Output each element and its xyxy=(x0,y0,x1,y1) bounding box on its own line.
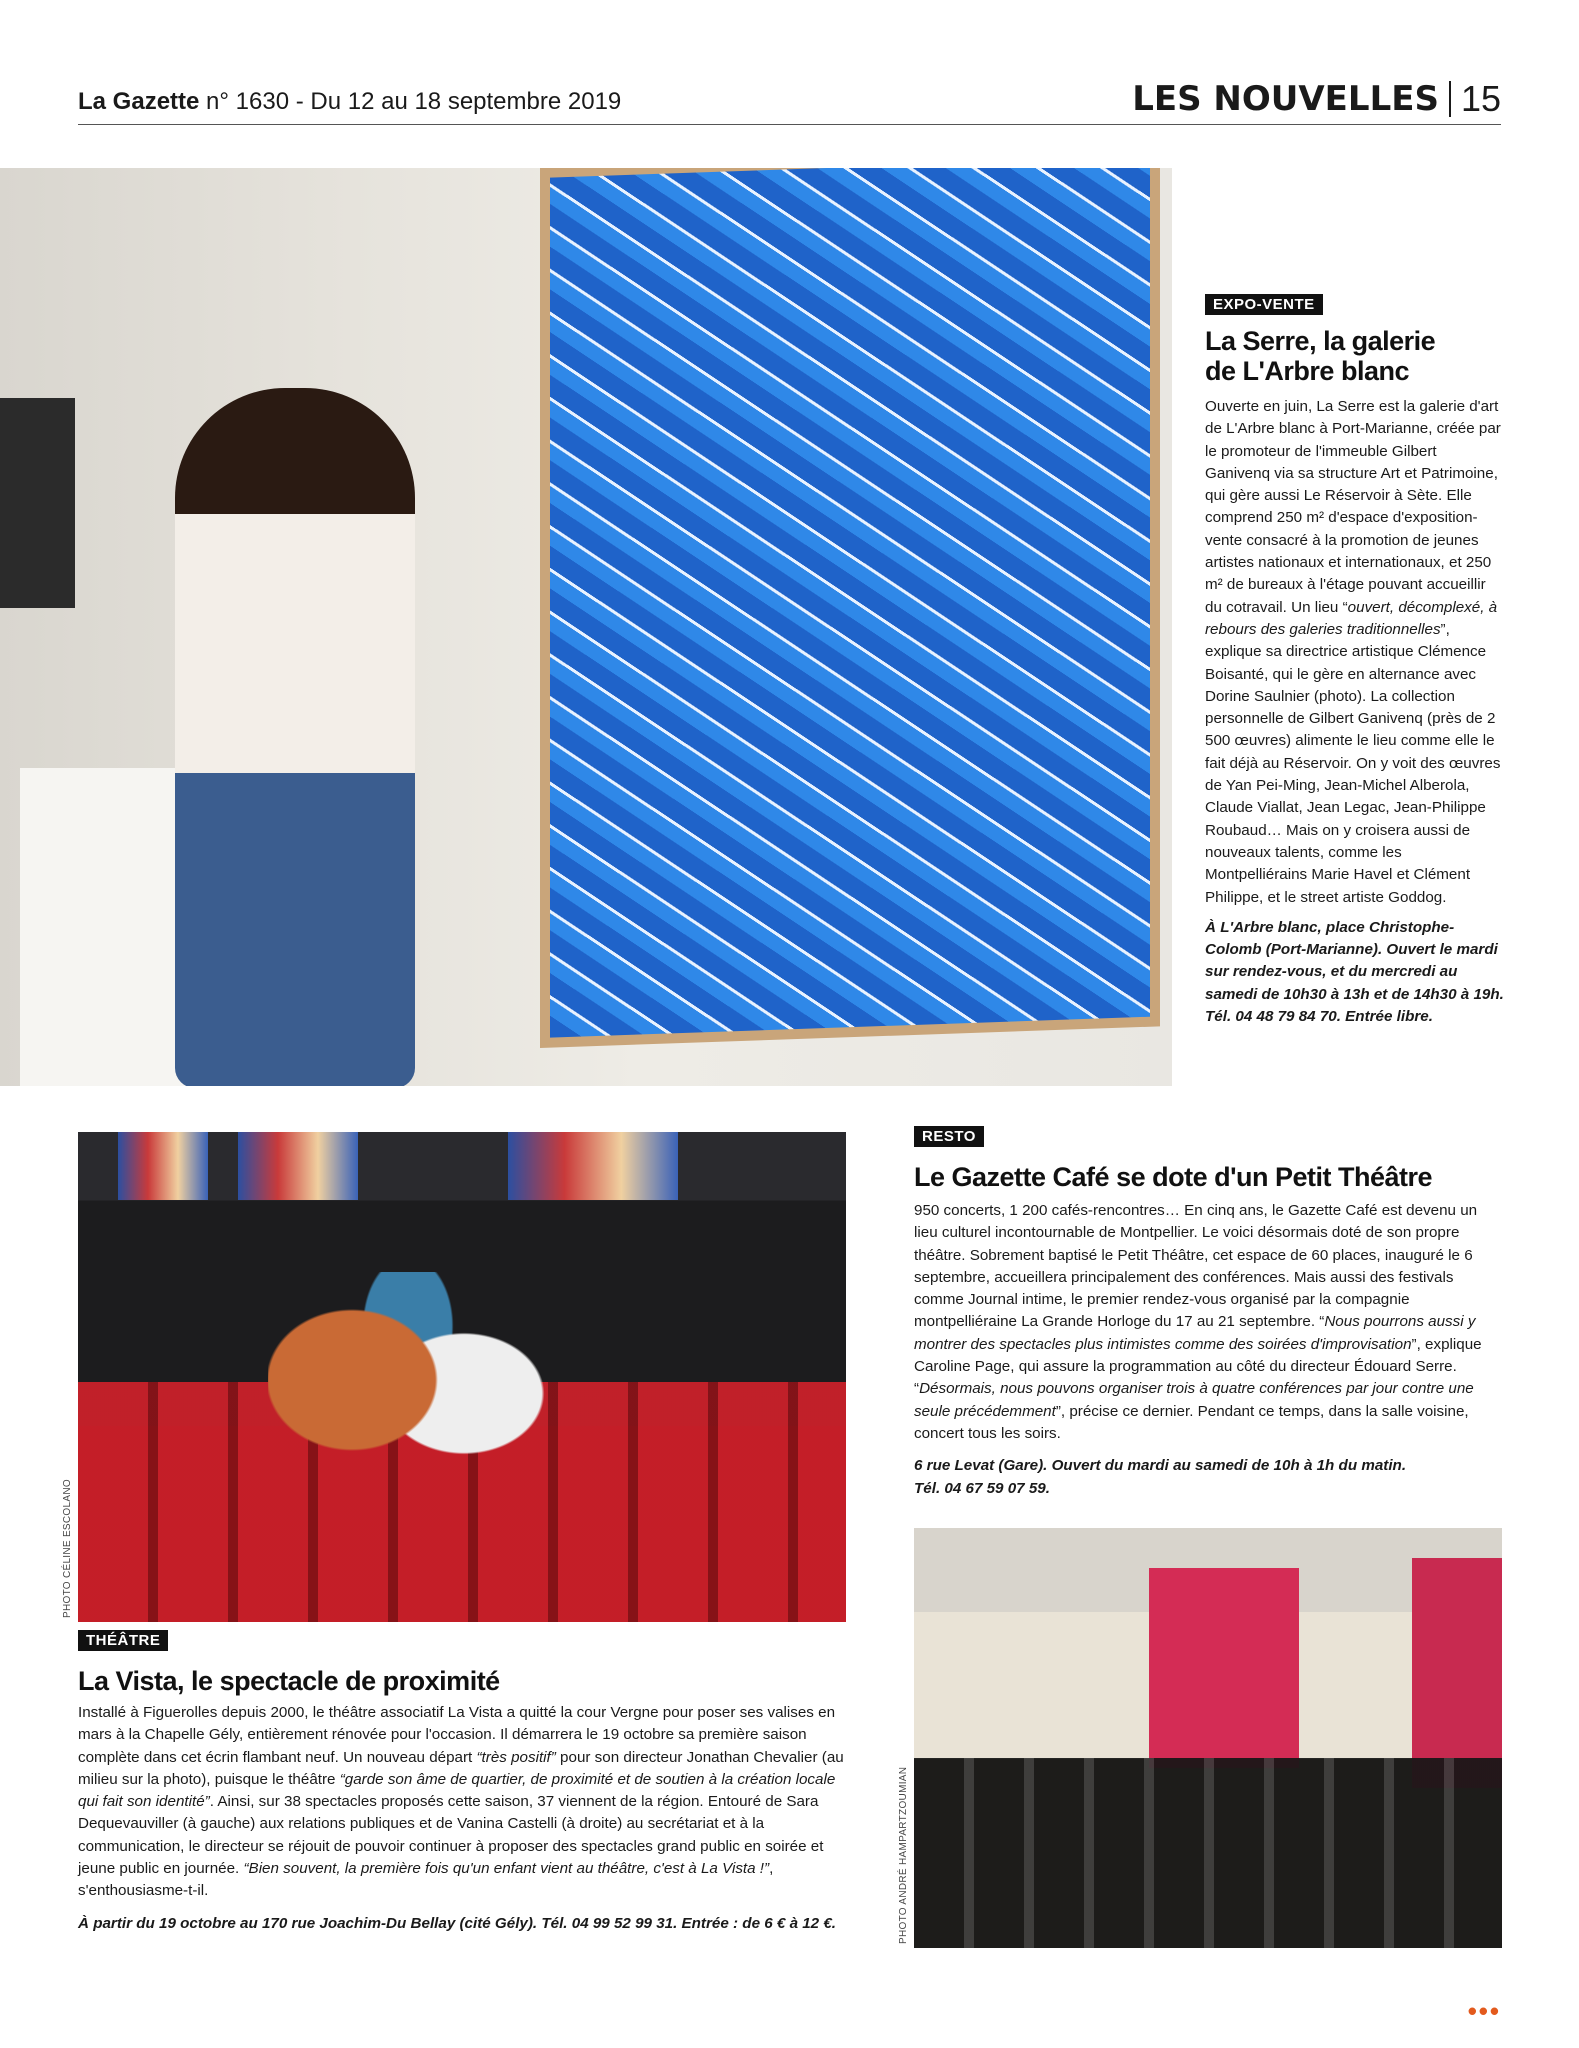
stage-curtain xyxy=(1149,1568,1299,1768)
wall-frame xyxy=(0,398,75,608)
page-number: 15 xyxy=(1460,78,1501,119)
info-line: Tél. 04 67 59 07 59. xyxy=(914,1479,1050,1497)
stained-window xyxy=(118,1132,208,1200)
continue-mark: ••• xyxy=(1467,1996,1501,2026)
body-text: ”, explique sa directrice artistique Clémence Boisanté, qui le gère en alternance avec Dorine Saulnier (photo). La collection personnelle de Gilbert Ganivenq (près de 2 500 œuvres) alimente le lieu comme elle le fait déjà au Réservoir. On y voit des œuvres de Yan Pei-Ming, Jean-Michel Alberola, Claude Viallat, Jean Legac, Jean-Philippe Roubaud… Mais on y croisera aussi de nouveaux talents, comme les Montpelliérains Marie Havel et Clément Philippe, et le street artiste Goddog. xyxy=(1205,620,1501,906)
theatre-vista-photo xyxy=(78,1132,846,1622)
title-line: de L'Arbre blanc xyxy=(1205,356,1409,386)
photo-credit: PHOTO ANDRÉ HAMPARTZOUMIAN xyxy=(898,1766,909,1944)
chair-rows xyxy=(914,1758,1502,1948)
people-group xyxy=(268,1272,548,1542)
body-text: ”, précise ce dernier. Pendant ce temps, dans la salle voisine, concert tous les soirs. xyxy=(914,1402,1469,1442)
side-curtain xyxy=(1412,1558,1502,1788)
category-tag: THÉÂTRE xyxy=(78,1630,168,1651)
body-text: 950 concerts, 1 200 cafés-rencontres… En cinq ans, le Gazette Café est devenu un lieu culturel incontournable de Montpellier. Le voici désormais doté de son propre théâtre. Sobrement baptisé le Petit Théâtre, cet espace de 60 places, inauguré le 6 septembre, accueillera principalement des conférences. Mais aussi des festivals comme Journal intime, le premier rendez-vous organisé par la compagnie montpelliéraine La Grande Horloge du 17 au 21 septembre. “ xyxy=(914,1202,1478,1331)
publication-name: La Gazette xyxy=(78,88,200,115)
body-text: Ouverte en juin, La Serre est la galerie d'art de L'Arbre blanc à Port-Marianne, créée par le promoteur de l'immeuble Gilbert Ganivenq via sa structure Art et Patrimoine, qui gère aussi Le Réservoir à Sète. Elle comprend 250 m² d'espace d'exposition-vente consacré à la promotion de jeunes artistes nationaux et internationaux, et 250 m² de bureaux à l'étage pouvant accueillir du cotravail. Un lieu “ xyxy=(1205,398,1501,616)
photo-credit: PHOTO CÉLINE ESCOLANO xyxy=(62,1479,73,1618)
body-quote: ouvert, décomplexé, à rebours des galeries traditionnelles xyxy=(1205,598,1498,638)
artwork-frame xyxy=(540,168,1160,1048)
article-body xyxy=(1205,396,1505,909)
body-quote: “garde son âme de quartier, de proximité et de soutien à la création locale qui fait son identité” xyxy=(78,1770,836,1811)
article-title xyxy=(1205,326,1505,386)
stained-window xyxy=(238,1132,358,1200)
sculpture-pedestal xyxy=(20,768,190,1086)
artwork-canvas xyxy=(550,168,1150,1038)
body-quote: “Bien souvent, la première fois qu'un enfant vient au théâtre, c'est à La Vista !” xyxy=(243,1860,770,1878)
article-title: Le Gazette Café se dote d'un Petit Théâtre xyxy=(914,1162,1433,1192)
practical-info: À L'Arbre blanc, place Christophe-Colomb (Port-Marianne). Ouvert le mardi sur rendez-vous, et du mercredi au samedi de 10h30 à 13h et de 14h30 à 19h. Tél. 04 48 79 84 70. Entrée libre. xyxy=(1205,918,1504,1026)
practical-info xyxy=(914,1455,1502,1500)
body-text: ”, explique Caroline Page, qui assure la programmation au côté du directeur Édouard Serre. “ xyxy=(914,1335,1482,1398)
article-body xyxy=(78,1702,846,1903)
gallery-photo xyxy=(0,168,1172,1086)
running-header xyxy=(78,88,621,116)
body-quote: “très positif” xyxy=(476,1748,556,1766)
stained-window xyxy=(508,1132,678,1200)
petit-theatre-photo xyxy=(914,1528,1502,1948)
info-line: 6 rue Levat (Gare). Ouvert du mardi au samedi de 10h à 1h du matin. xyxy=(914,1457,1407,1475)
body-text: , s'enthousiasme-t-il. xyxy=(78,1860,774,1900)
section-header xyxy=(1132,78,1501,120)
practical-info: À partir du 19 octobre au 170 rue Joachim-Du Bellay (cité Gély). Tél. 04 99 52 99 31. Entrée : de 6 € à 12 €. xyxy=(78,1914,837,1932)
header-rule xyxy=(78,124,1501,125)
section-title: LES NOUVELLES xyxy=(1132,79,1439,119)
person-figure xyxy=(175,388,415,1086)
body-text: pour son directeur Jonathan Chevalier (au milieu sur la photo), puisque le théâtre xyxy=(78,1748,844,1788)
title-line: La Serre, la galerie xyxy=(1205,326,1436,356)
body-quote: Désormais, nous pouvons organiser trois à quatre conférences par jour contre une seule précédemment xyxy=(914,1380,1474,1420)
body-quote: Nous pourrons aussi y montrer des spectacles plus intimistes comme des soirées d'improvisation xyxy=(914,1313,1476,1353)
body-text: . Ainsi, sur 38 spectacles proposés cette saison, 37 viennent de la région. Entouré de Sara Dequevauviller (à gauche) aux relations publiques et de Vanina Castelli (à droite) au secrétariat et à la communication, le directeur se réjouit de pouvoir continuer à proposer des spectacles grand public en soirée et jeune public en journée. xyxy=(78,1793,824,1878)
article-body xyxy=(914,1200,1502,1445)
article-la-serre xyxy=(1205,296,1505,1028)
issue-info: n° 1630 - Du 12 au 18 septembre 2019 xyxy=(206,88,622,115)
article-title: La Vista, le spectacle de proximité xyxy=(78,1666,500,1696)
body-text: Installé à Figuerolles depuis 2000, le théâtre associatif La Vista a quitté la cour Vergne pour poser ses valises en mars à la Chapelle Gély, entièrement rénovée pour l'occasion. Il démarrera le 19 octobre sa première saison complète dans cet écrin flambant neuf. Un nouveau départ xyxy=(78,1704,836,1766)
category-tag: RESTO xyxy=(914,1126,984,1147)
category-tag: EXPO-VENTE xyxy=(1205,294,1323,315)
header-separator xyxy=(1449,81,1451,117)
article-la-vista xyxy=(78,1632,846,1935)
article-gazette-cafe xyxy=(914,1128,1502,1500)
